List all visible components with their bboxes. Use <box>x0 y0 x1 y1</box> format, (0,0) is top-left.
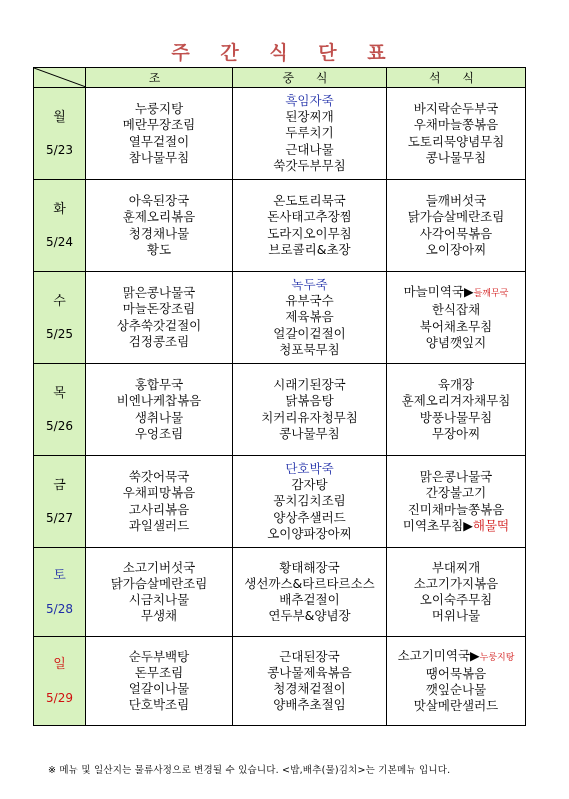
day-date: 5/28 <box>46 601 73 616</box>
day-date: 5/25 <box>46 327 73 342</box>
alternative-menu-item: 누룽지탕 <box>479 652 515 663</box>
menu-item: 누룽지탕 <box>134 101 184 117</box>
menu-item: 쑥갓어묵국 <box>128 469 190 485</box>
menu-item: 훈제오리볶음 <box>122 209 196 225</box>
menu-item: 양배추초절임 <box>273 697 346 713</box>
day-name: 월 <box>53 109 66 125</box>
day-date: 5/29 <box>46 690 73 705</box>
menu-item: 과일샐러드 <box>128 517 190 533</box>
menu-item: 연두부&양념장 <box>268 608 351 624</box>
menu-item: 우채피망볶음 <box>122 485 196 501</box>
menu-item: 닭가슴살메란조림 <box>110 575 208 591</box>
menu-item: 근대된장국 <box>279 648 340 664</box>
menu-item: 치커리유자청무침 <box>261 409 358 425</box>
dinner-cell <box>387 548 526 637</box>
header-dinner: 석 식 <box>387 68 526 88</box>
day-cell <box>34 364 86 456</box>
alternative-menu-item: 해물떡 <box>472 517 510 533</box>
menu-item: 상추쑥갓겉절이 <box>116 317 202 333</box>
menu-item: 돈무조림 <box>134 664 184 680</box>
menu-item: 콩나물무침 <box>279 425 340 441</box>
menu-item: 맑은콩나물국 <box>122 285 196 301</box>
header-lunch: 중 식 <box>233 68 387 88</box>
menu-item: 닭가슴살메란조림 <box>407 209 505 225</box>
menu-item: 닭볶음탕 <box>285 393 334 409</box>
lunch-cell <box>233 548 387 637</box>
menu-item: 고사리볶음 <box>128 501 190 517</box>
menu-item: 들깨버섯국 <box>425 193 487 209</box>
menu-item: 브로콜리&초장 <box>268 241 351 257</box>
lunch-cell <box>233 272 387 364</box>
menu-item: 방풍나물무침 <box>419 409 493 425</box>
menu-item: 유부국수 <box>285 293 334 309</box>
arrow-icon: ▶ <box>470 647 480 663</box>
menu-item: 콩나물무침 <box>425 149 487 165</box>
menu-item: 맛살메란샐러드 <box>413 698 499 714</box>
dinner-cell <box>387 456 526 548</box>
day-row <box>34 364 526 456</box>
lunch-cell <box>233 637 387 726</box>
menu-item: 두루치기 <box>285 125 334 141</box>
day-date: 5/23 <box>46 143 73 158</box>
menu-item: 마늘돈장조림 <box>122 301 196 317</box>
menu-item: 청경채겉절이 <box>273 681 346 696</box>
menu-item: 훈제오리겨자채무침 <box>401 393 511 409</box>
menu-item: 아욱된장국 <box>128 193 190 209</box>
menu-item: 얼갈이겉절이 <box>273 325 346 341</box>
menu-item: 쑥갓두부무침 <box>273 157 346 173</box>
menu-item: 무생채 <box>140 608 178 624</box>
menu-item-with-alternative <box>387 284 525 302</box>
dinner-cell <box>387 637 526 726</box>
diagonal-line <box>34 68 86 87</box>
lunch-cell <box>233 180 387 272</box>
menu-item: 오이장아찌 <box>425 241 487 257</box>
menu-item: 단호박조림 <box>128 697 190 713</box>
breakfast-cell <box>86 272 233 364</box>
breakfast-cell <box>86 548 233 637</box>
day-name: 화 <box>53 201 66 217</box>
day-row <box>34 637 526 726</box>
day-cell <box>34 548 86 637</box>
breakfast-cell <box>86 637 233 726</box>
day-cell <box>34 180 86 272</box>
day-date: 5/24 <box>46 235 73 250</box>
menu-item: 소고기버섯국 <box>122 559 196 575</box>
menu-item: 양념깻잎지 <box>425 334 487 350</box>
breakfast-cell <box>86 456 233 548</box>
menu-item: 양상추샐러드 <box>273 509 346 525</box>
menu-item: 오이숙주무침 <box>419 592 493 607</box>
day-row <box>34 548 526 637</box>
menu-item: 우엉조림 <box>134 425 184 441</box>
menu-item: 우채마늘쫑볶음 <box>413 117 499 133</box>
footnote: ※ 메뉴 및 일산지는 물류사정으로 변경될 수 있습니다. <밥,배추(물)김치>는 기본메뉴 입니다. <box>48 765 451 776</box>
arrow-icon: ▶ <box>463 284 474 300</box>
page-title: 주 간 식 단 표 <box>171 42 398 64</box>
dinner-cell <box>387 180 526 272</box>
menu-item: 깻잎순나물 <box>425 682 487 697</box>
menu-item: 생취나물 <box>134 409 184 425</box>
menu-item: 청포묵무침 <box>279 341 340 357</box>
corner-cell <box>34 68 86 88</box>
lunch-cell <box>233 456 387 548</box>
menu-item: 꽁치김치조림 <box>273 493 346 509</box>
alternative-menu-item: 들깨무국 <box>473 289 509 300</box>
menu-item: 콩나물제육볶음 <box>267 664 352 680</box>
menu-item: 머위나물 <box>431 608 481 624</box>
menu-item: 사각어묵볶음 <box>419 225 493 241</box>
menu-item: 감자탕 <box>291 477 328 493</box>
dinner-cell <box>387 88 526 180</box>
menu-item: 황태해장국 <box>279 559 340 575</box>
menu-item: 메란무장조림 <box>122 117 196 133</box>
menu-item: 단호박죽 <box>285 460 334 476</box>
header-row <box>34 68 526 88</box>
menu-item: 돈사태고추장찜 <box>267 209 352 225</box>
menu-item-with-alternative <box>387 648 525 666</box>
day-name: 토 <box>53 568 66 583</box>
header-breakfast: 조 <box>86 68 233 88</box>
menu-item: 열무겉절이 <box>128 133 190 149</box>
menu-item: 시래기된장국 <box>273 377 346 393</box>
day-date: 5/26 <box>46 419 73 434</box>
day-row <box>34 88 526 180</box>
dinner-cell <box>387 272 526 364</box>
menu-item: 소고기가지볶음 <box>413 575 499 591</box>
menu-item: 오이양파장아찌 <box>267 525 352 541</box>
day-name: 일 <box>53 657 66 672</box>
day-row <box>34 272 526 364</box>
day-name: 목 <box>53 385 66 401</box>
menu-item: 흑임자죽 <box>285 92 334 108</box>
lunch-cell <box>233 88 387 180</box>
menu-item: 홍합무국 <box>134 377 184 393</box>
menu-item-with-alternative <box>387 518 525 534</box>
menu-item: 시금치나물 <box>128 592 190 607</box>
menu-item: 육개장 <box>437 377 475 393</box>
menu-item: 황도 <box>146 241 172 257</box>
menu-item: 소고기미역국 <box>397 647 471 663</box>
menu-item: 바지락순두부국 <box>413 101 499 117</box>
menu-item: 비엔나케찹볶음 <box>116 393 202 409</box>
menu-item: 미역초무침 <box>402 517 464 533</box>
day-row <box>34 180 526 272</box>
dinner-cell <box>387 364 526 456</box>
menu-item: 한식잡채 <box>431 302 481 318</box>
menu-item: 된장찌개 <box>285 109 334 125</box>
day-name: 금 <box>53 477 66 493</box>
day-cell <box>34 272 86 364</box>
day-row <box>34 456 526 548</box>
menu-item: 도토리묵양념무침 <box>407 133 505 149</box>
arrow-icon: ▶ <box>463 517 473 533</box>
lunch-cell <box>233 364 387 456</box>
menu-item: 녹두죽 <box>291 276 328 292</box>
menu-item: 진미채마늘쫑볶음 <box>407 501 505 517</box>
menu-item: 간장불고기 <box>425 485 487 501</box>
day-name: 수 <box>53 293 66 309</box>
menu-item: 마늘미역국 <box>403 284 464 300</box>
menu-item: 근대나물 <box>285 141 334 157</box>
menu-item: 순두부백탕 <box>128 648 190 664</box>
menu-item: 얼갈이나물 <box>128 681 190 696</box>
day-cell <box>34 456 86 548</box>
menu-item: 맑은콩나물국 <box>419 469 493 485</box>
menu-item: 배추겉절이 <box>279 592 340 607</box>
menu-item: 참나물무침 <box>128 149 190 165</box>
day-date: 5/27 <box>46 511 73 526</box>
day-cell <box>34 88 86 180</box>
breakfast-cell <box>86 180 233 272</box>
menu-item: 무장아찌 <box>431 425 481 441</box>
menu-item: 온도토리묵국 <box>273 193 346 209</box>
menu-item: 제육볶음 <box>285 309 334 325</box>
menu-item: 청경채나물 <box>128 225 190 241</box>
menu-item: 부대찌개 <box>431 559 481 575</box>
breakfast-cell <box>86 364 233 456</box>
menu-item: 땡어묵볶음 <box>425 665 487 681</box>
menu-item: 검정콩조림 <box>128 333 190 349</box>
menu-item: 생선까스&타르타르소스 <box>244 575 375 591</box>
menu-item: 도라지오이무침 <box>267 225 352 241</box>
menu-item: 북어채초무침 <box>419 318 493 334</box>
day-cell <box>34 637 86 726</box>
weekly-menu-table <box>33 67 526 726</box>
breakfast-cell <box>86 88 233 180</box>
